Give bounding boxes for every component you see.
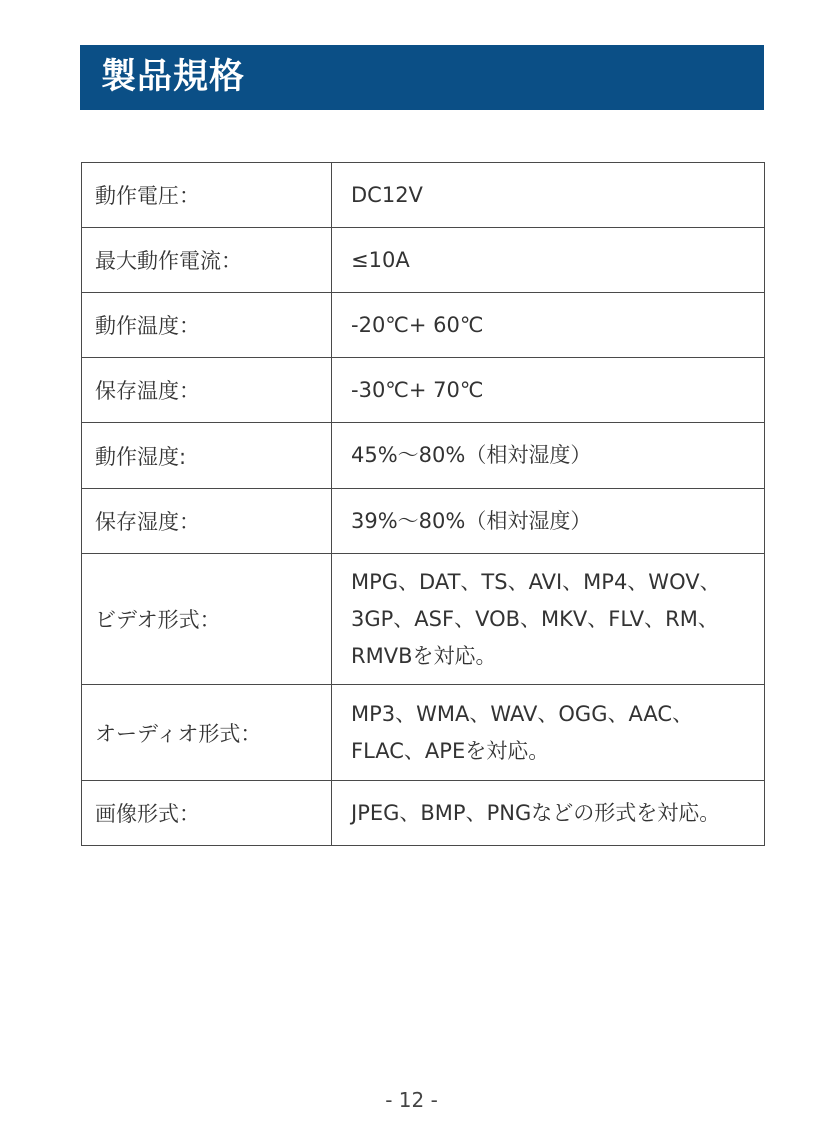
table-row <box>82 228 765 293</box>
spec-value <box>332 554 765 685</box>
spec-value-line: ≤10A <box>351 247 410 272</box>
section-title: 製品規格 <box>101 57 246 97</box>
spec-value-line: -30℃+ 70℃ <box>351 377 484 402</box>
section-title-bar <box>80 45 764 110</box>
spec-label: 動作湿度: <box>82 423 332 489</box>
spec-label: 最大動作電流： <box>82 228 332 293</box>
spec-label: オーディオ形式： <box>82 685 332 781</box>
spec-value-line: 3GP、ASF、VOB、MKV、FLV、RM、 <box>351 606 719 631</box>
spec-value <box>332 358 765 423</box>
table-row <box>82 489 765 554</box>
spec-label: 動作電圧： <box>82 163 332 228</box>
spec-value-line: MP3、WMA、WAV、OGG、AAC、 <box>351 701 694 726</box>
table-row <box>82 358 765 423</box>
spec-label: 保存湿度： <box>82 489 332 554</box>
spec-label: 保存温度： <box>82 358 332 423</box>
spec-value <box>332 293 765 358</box>
table-row <box>82 293 765 358</box>
spec-value-line: 45%～80%（相対湿度） <box>351 443 592 467</box>
spec-value <box>332 163 765 228</box>
spec-table <box>81 162 765 846</box>
spec-value-line: RMVBを対応。 <box>351 643 497 668</box>
spec-value-line: -20℃+ 60℃ <box>351 312 484 337</box>
spec-value <box>332 423 765 489</box>
page-number: - 12 - <box>385 1088 438 1112</box>
spec-value-line: FLAC、APEを対応。 <box>351 738 550 763</box>
spec-value-line: 39%～80%（相対湿度） <box>351 508 592 533</box>
spec-label: 画像形式： <box>82 781 332 846</box>
spec-label: ビデオ形式： <box>82 554 332 685</box>
table-row <box>82 163 765 228</box>
spec-label: 動作温度： <box>82 293 332 358</box>
table-row <box>82 781 765 846</box>
spec-value-line: MPG、DAT、TS、AVI、MP4、WOV、 <box>351 569 721 594</box>
spec-value <box>332 489 765 554</box>
spec-value <box>332 228 765 293</box>
table-row <box>82 685 765 781</box>
spec-value <box>332 781 765 846</box>
table-row <box>82 423 765 489</box>
spec-value-line: DC12V <box>351 182 423 207</box>
table-row <box>82 554 765 685</box>
spec-value-line: JPEG、BMP、PNGなどの形式を対応。 <box>351 800 721 825</box>
spec-value <box>332 685 765 781</box>
